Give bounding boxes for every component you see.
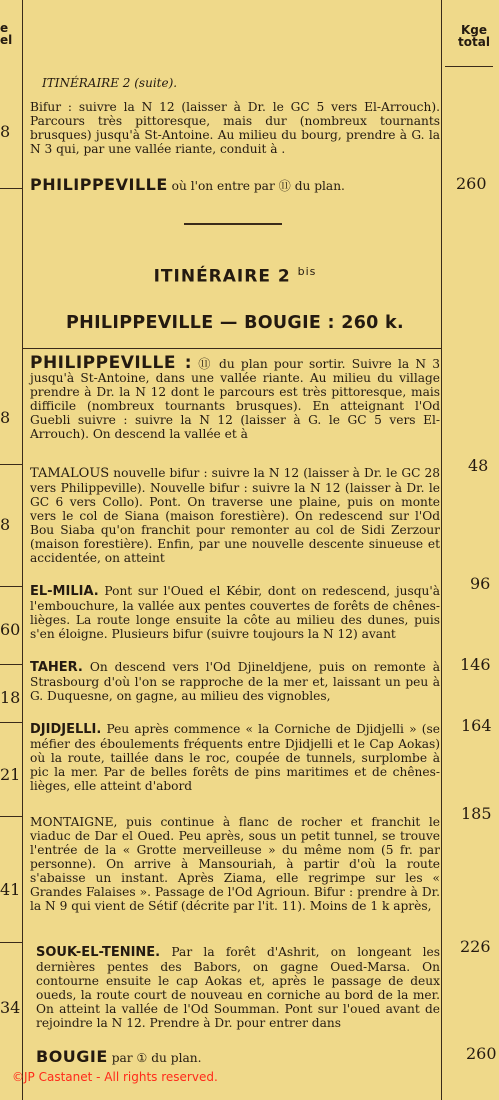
total-distance: 48 bbox=[468, 456, 489, 475]
total-distance: 185 bbox=[461, 804, 492, 823]
left-distance: 41 bbox=[0, 880, 21, 899]
route-entry bbox=[30, 815, 440, 913]
left-distance: 8 bbox=[0, 408, 11, 427]
place-name: TAMALOUS bbox=[30, 466, 110, 481]
right-column-rule bbox=[441, 0, 442, 1100]
left-distance: 34 bbox=[0, 998, 21, 1017]
total-distance: 226 bbox=[460, 937, 491, 956]
left-column-rule bbox=[22, 0, 23, 1100]
route-entry bbox=[30, 584, 440, 641]
route-underline bbox=[22, 348, 441, 349]
left-distance: 8 bbox=[0, 515, 11, 534]
total-distance: 96 bbox=[470, 574, 491, 593]
margin-tick bbox=[0, 816, 22, 817]
route-entry bbox=[36, 945, 440, 1030]
entry-text: On descend vers l'Od Djineldjene, puis on remonte à Strasbourg d'où l'on se rapproche de la mer et, laissant un peu à G. Duquesne, on gagne, au milieu des vignobles, bbox=[30, 660, 441, 703]
entry-text: nouvelle bifur : suivre la N 12 (laisser à Dr. le GC 28 vers Philippeville). Nouvelle bifur : suivre la N 12 (laisser à Dr. le GC 6 vers Collo). Pont. On traverse une plaine, puis on monte vers le col de Siana (maison forestière). On redescend sur l'Od Bou Siaba qu'on franchit pour remonter au col de Sidi Zerzour (maison forestière). Enfin, par une nouvelle descente sinueuse et accidentée, on atteint bbox=[30, 466, 440, 565]
route-entry bbox=[36, 1047, 446, 1066]
entry-text: ⑪ du plan pour sortir. Suivre la N 3 jusqu'à St-Antoine, dans une vallée riante. Au milieu du village prendre à Dr. la N 12 dont le parcours est très pittoresque, mais difficile (nombreux tournants brusques). En atteignant l'Od Guebli suivre : suivre la N 12 (laisser à G. le GC 5 vers El-Arrouch). On descend la vallée et à bbox=[30, 357, 441, 441]
section-heading: ITINÉRAIRE 2 (suite). bbox=[42, 76, 178, 90]
paragraph: Bifur : suivre la N 12 (laisser à Dr. le GC 5 vers El-Arrouch). Parcours très pittoresque, mais dur (nombreux tournants brusques) jusqu'à St-Antoine. Au milieu du bourg, prendre à G. la N 3 qui, par une vallée riante, conduit à . bbox=[30, 100, 440, 156]
margin-tick bbox=[0, 664, 22, 665]
place-name: TAHER. bbox=[30, 660, 83, 675]
copyright-watermark: ©JP Castanet - All rights reserved. bbox=[12, 1070, 218, 1084]
itinerary-title bbox=[30, 265, 440, 287]
entry-text: Pont sur l'Oued el Kébir, dont on redescend, jusqu'à l'embouchure, la vallée aux pentes couvertes de forêts de chênes-lièges. La route longe ensuite la côte au milieu des dunes, puis s'en éloigne. Plusieurs bifur (suivre toujours la N 12) avant bbox=[30, 584, 441, 641]
place-name: PHILIPPEVILLE bbox=[30, 175, 168, 194]
route-entry bbox=[30, 722, 440, 793]
route-title: PHILIPPEVILLE — BOUGIE : 260 k. bbox=[66, 313, 404, 333]
section-divider bbox=[184, 223, 282, 225]
total-distance: 260 bbox=[456, 174, 487, 193]
place-name: EL-MILIA. bbox=[30, 584, 99, 599]
margin-tick bbox=[0, 586, 22, 587]
left-distance: 60 bbox=[0, 620, 21, 639]
entry-text: puis continue à flanc de rocher et franchit le viaduc de Dar el Oued. Peu après, sous un petit tunnel, se trouve l'entrée de la « Grotte merveilleuse » du même nom (5 fr. par personne). On arrive à Mansouriah, à partir d'où la route s'abaisse un instant. Après Ziama, elle regrimpe sur les « Grandes Falaises ». Passage de l'Od Agrioun. Bifur : prendre à Dr. la N 9 qui vient de Sétif (décrite par l'it. 11). Moins de 1 k après, bbox=[30, 815, 440, 913]
itinerary-title-text: ITINÉRAIRE 2 bbox=[153, 266, 291, 287]
route-entry bbox=[30, 466, 440, 565]
arrival-line bbox=[30, 175, 440, 194]
margin-tick bbox=[0, 942, 22, 943]
margin-tick bbox=[0, 722, 22, 723]
route-entry bbox=[30, 353, 441, 441]
entry-text: Par la forêt d'Ashrit, on longeant les dernières pentes des Babors, on gagne Oued-Marsa. On contourne ensuite le cap Aokas et, après le passage de deux oueds, la route court de nouveau en corniche au bord de la mer. On atteint la vallée de l'Od Soumman. Pont sur l'oued avant de rejoindre la N 12. Prendre à Dr. pour entrer dans bbox=[36, 945, 440, 1030]
total-distance: 146 bbox=[460, 655, 491, 674]
left-column-header: e el bbox=[0, 21, 13, 47]
route-entry bbox=[30, 660, 440, 703]
total-distance: 164 bbox=[461, 716, 492, 735]
entry-text: Peu après commence « la Corniche de Djidjelli » (se méfier des éboulements fréquents entre Djidjelli et le Cap Aokas) où la route, taillée dans le roc, coupée de tunnels, surplombe à pic la mer. Par de belles forêts de pins maritimes et de chênes-lièges, elle atteint d'abord bbox=[30, 722, 440, 793]
itinerary-title-suffix: bis bbox=[297, 265, 317, 278]
right-column-header: Kge total bbox=[458, 23, 490, 49]
left-distance: 8 bbox=[0, 122, 11, 141]
margin-tick bbox=[0, 464, 22, 465]
place-name: DJIDJELLI. bbox=[30, 722, 102, 737]
place-name: MONTAIGNE, bbox=[30, 815, 118, 829]
place-name: BOUGIE bbox=[36, 1047, 108, 1066]
entry-text: par ① du plan. bbox=[111, 1051, 202, 1065]
place-name: SOUK-EL-TENINE. bbox=[36, 945, 161, 960]
arrival-text: où l'on entre par ⑪ du plan. bbox=[171, 179, 345, 193]
place-name: PHILIPPEVILLE : bbox=[30, 353, 193, 373]
header-underline bbox=[445, 66, 493, 67]
left-distance: 18 bbox=[0, 688, 21, 707]
total-distance: 260 bbox=[466, 1044, 497, 1063]
margin-tick bbox=[0, 188, 22, 189]
left-distance: 21 bbox=[0, 765, 21, 784]
